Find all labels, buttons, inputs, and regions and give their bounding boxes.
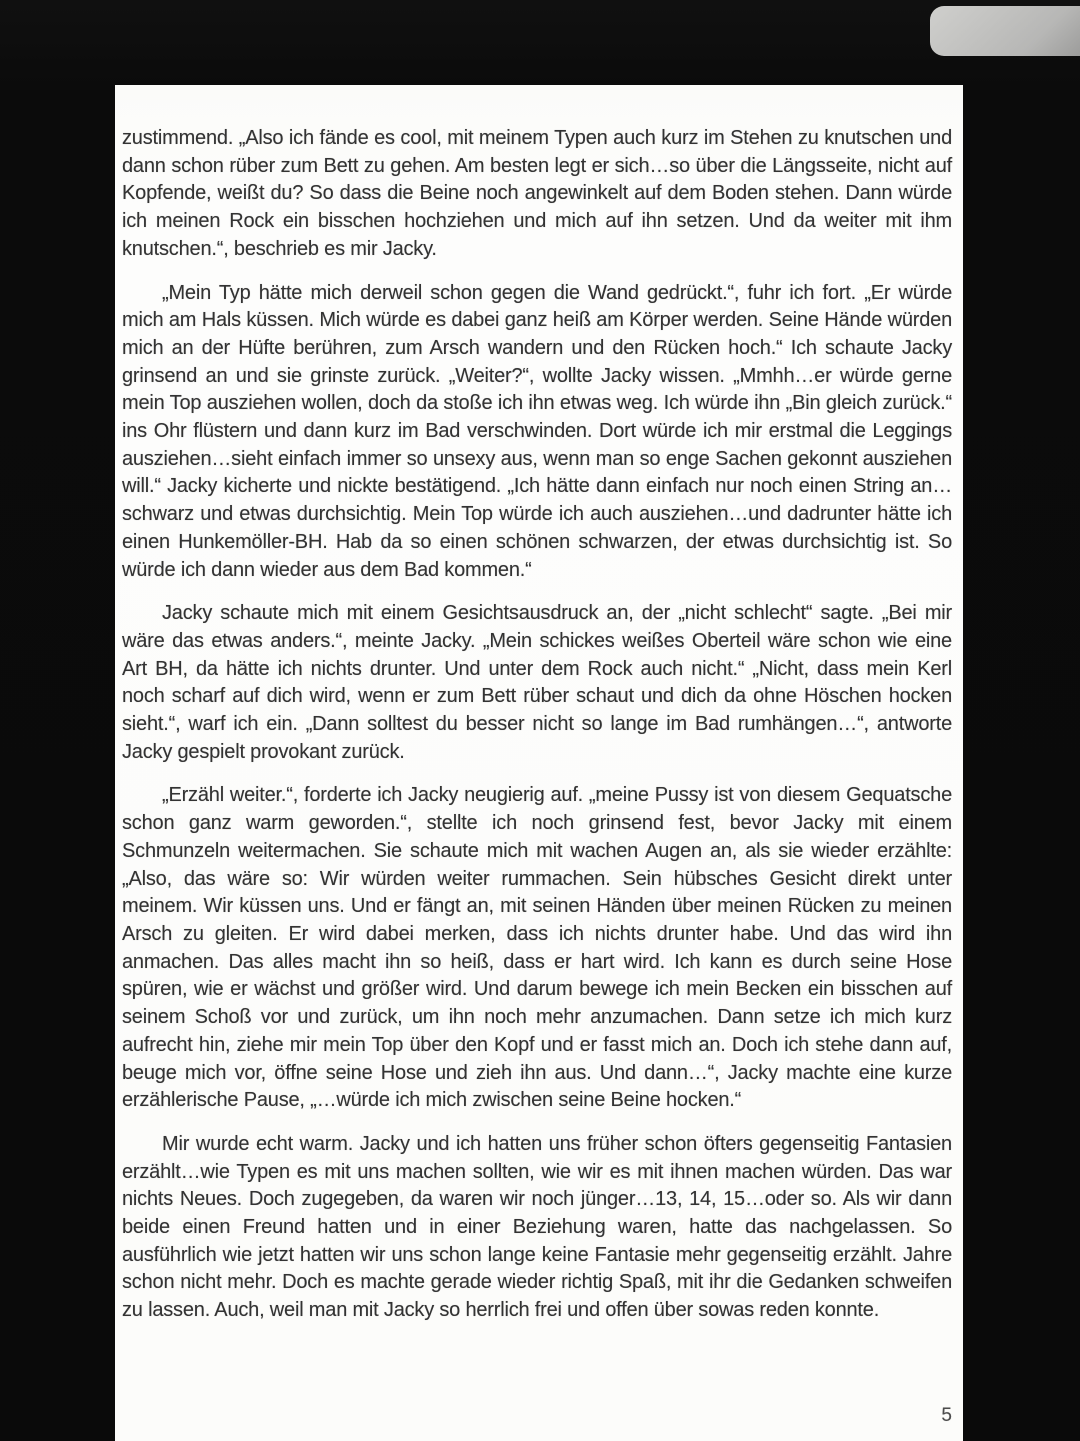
paragraph: Mir wurde echt warm. Jacky und ich hatten uns früher schon öfters gegenseitig Fantasien erzählt…wie Typen es mit uns machen sollten, wie wir es mit ihnen machen würden. Das war nichts Neues. Doch zugegeben, da waren wir noch jünger…13, 14, 15…oder so. Als wir dann beide einen Freund hatten und in einer Beziehung waren, hatte das nachgelassen. So ausführlich wie jetzt hatten wir uns schon lange keine Fantasie mehr gegenseitig erzählt. Jahre schon nicht mehr. Doch es machte gerade wieder richtig Spaß, mit ihr die Gedanken schweifen zu lassen. Auch, weil man mit Jacky so herrlich frei und offen über sowas reden konnte. [122,1132,952,1322]
document-page [115,85,963,1441]
paragraph: Jacky schaute mich mit einem Gesichtsausdruck an, der „nicht schlecht“ sagte. „Bei mir wäre das etwas anders.“, meinte Jacky. „Mein schickes weißes Oberteil wäre schon wie eine Art BH, da hätte ich nichts drunter. Und unter dem Rock auch nicht.“ „Nicht, dass mein Kerl noch scharf auf dich wird, wenn er zum Bett rüber schaut und dich da ohne Höschen hocken sieht.“, warf ich ein. „Dann solltest du besser nicht so lange im Bad rumhängen…“, antworte Jacky gespielt provokant zurück. [122,602,952,763]
paragraph: zustimmend. „Also ich fände es cool, mit meinem Typen auch kurz im Stehen zu knutschen und dann schon rüber zum Bett zu gehen. Am besten legt er sich…so über die Längsseite, nicht auf Kopfende, weißt du? So dass die Beine noch angewinkelt auf dem Boden stehen. Dann würde ich meinen Rock ein bisschen hochziehen und mich auf ihn setzen. Und da weiter mit ihm knutschen.“, beschrieb es mir Jacky. [122,127,952,260]
paragraph: „Erzähl weiter.“, forderte ich Jacky neugierig auf. „meine Pussy ist von diesem Gequatsche schon ganz warm geworden.“, stellte ich noch grinsend fest, bevor Jacky mit einem Schmunzeln weitermachen. Sie schaute mich mit wachen Augen an, als sie wieder erzählte: „Also, das wäre so: Wir würden weiter rummachen. Sein hübsches Gesicht direkt unter meinem. Wir küssen uns. Und er fängt an, mit seinen Händen über meinen Rücken zu meinen Arsch zu gleiten. Er wird dabei merken, dass ich nichts drunter habe. Und das wird ihn anmachen. Das alles macht ihn so heiß, dass er hart wird. Ich kann es durch seine Hose spüren, wie er wächst und größer wird. Und darum bewege ich mein Becken ein bisschen auf seinem Schoß vor und zurück, um ihn noch mehr anzumachen. Dann setze ich mich kurz aufrecht hin, ziehe mir mein Top über den Kopf und er fasst mich an. Doch ich stehe dann auf, beuge mich vor, öffne seine Hose und zieh ihn aus. Und dann…“, Jacky machte eine kurze erzählerische Pause, „…würde ich mich zwischen seine Beine hocken.“ [122,784,952,1112]
rounded-corner-overlay [930,6,1080,56]
text-content [122,125,952,1341]
paragraph: „Mein Typ hätte mich derweil schon gegen die Wand gedrückt.“, fuhr ich fort. „Er würde mich am Hals küssen. Mich würde es dabei ganz heiß am Körper werden. Seine Hände würden mich an der Hüfte berühren, zum Arsch wandern und den Rücken hoch.“ Ich schaute Jacky grinsend an und sie grinste zurück. „Weiter?“, wollte Jacky wissen. „Mmhh…er würde gerne mein Top ausziehen wollen, doch da stoße ich ihn etwas weg. Ich würde ihn „Bin gleich zurück.“ ins Ohr flüstern und dann kurz im Bad verschwinden. Dort würde ich mir erstmal die Leggings ausziehen…sieht einfach immer so unsexy aus, wenn man so enge Sachen gekonnt ausziehen will.“ Jacky kicherte und nickte bestätigend. „Ich hätte dann einfach nur noch einen String an…schwarz und etwas durchsichtig. Mein Top würde ich auch ausziehen…und dadrunter hätte ich einen Hunkemöller-BH. Hab da so einen schönen schwarzen, der etwas durchsichtig ist. So würde ich dann wieder aus dem Bad kommen.“ [122,281,952,581]
page-number: 5 [941,1405,952,1426]
